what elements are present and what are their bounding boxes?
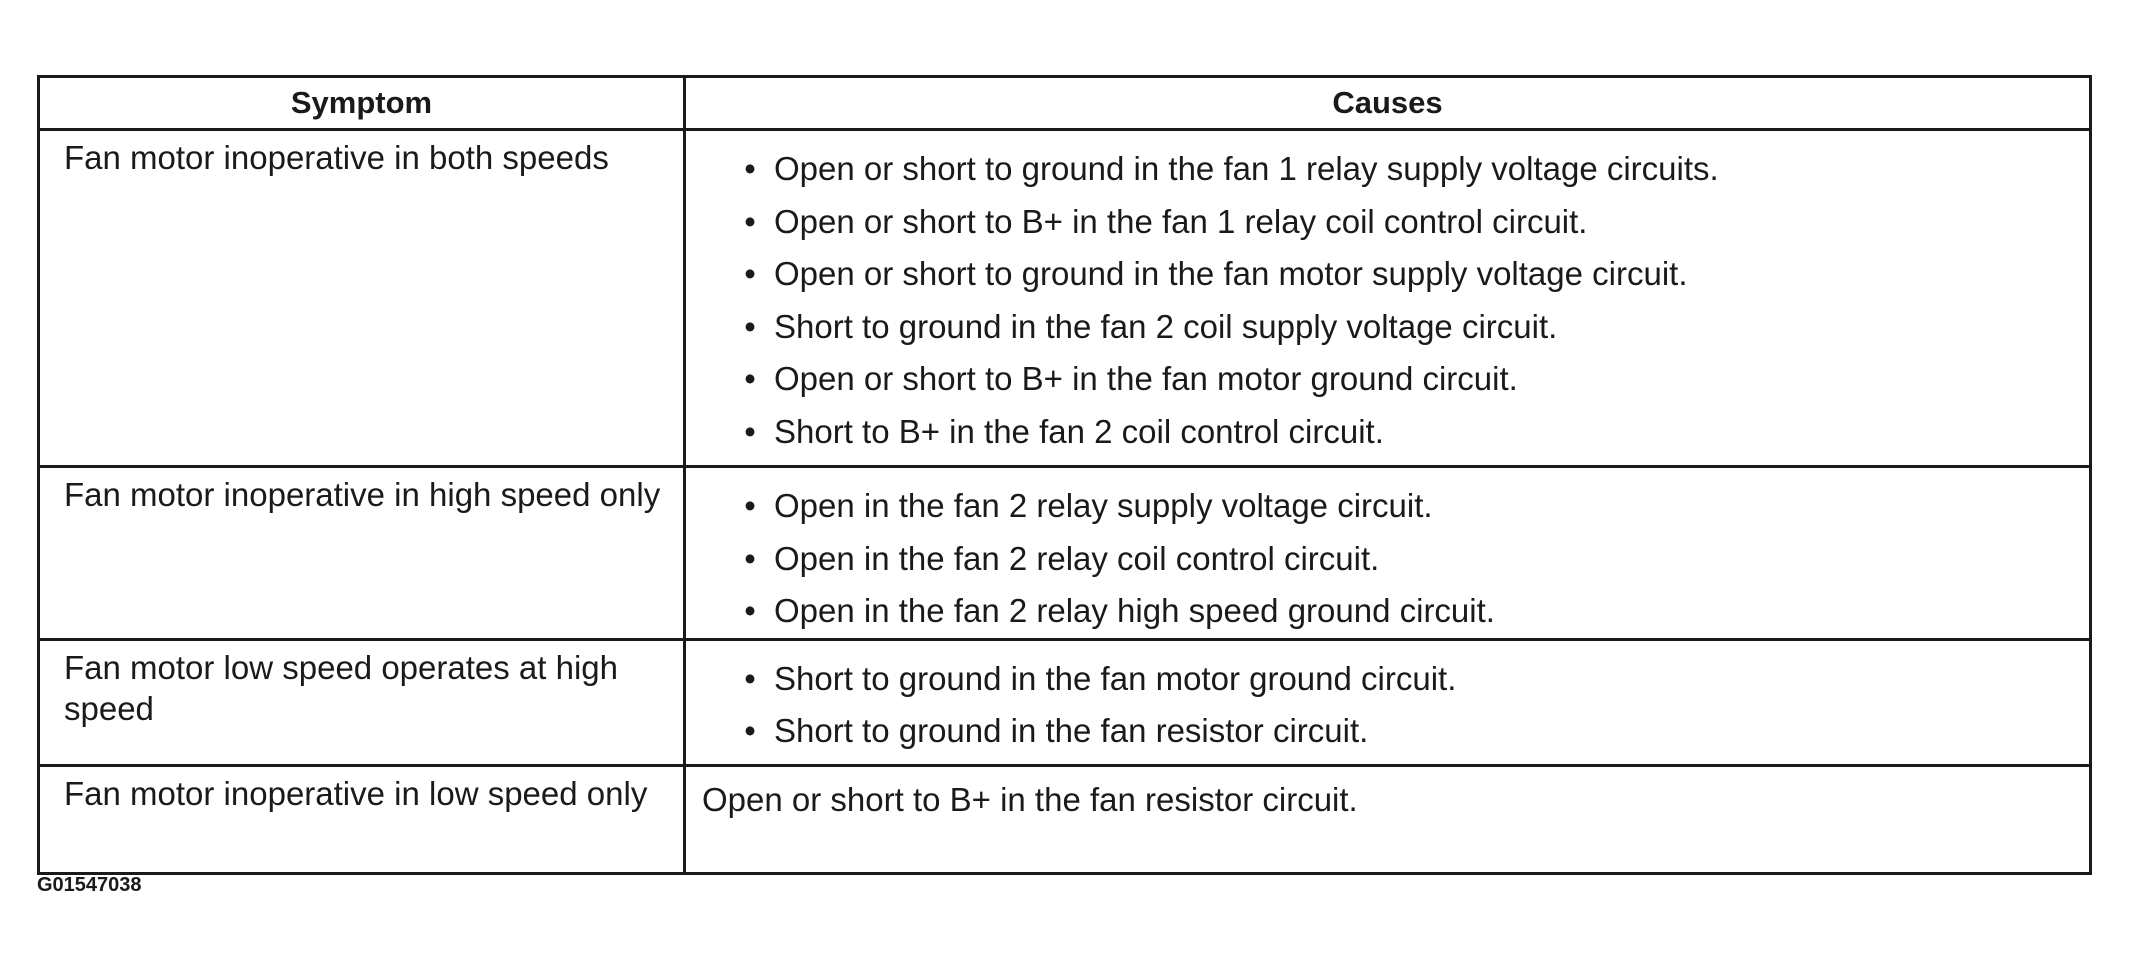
cause-text: Short to ground in the fan 2 coil supply voltage circuit.: [774, 307, 1558, 345]
cause-item: [686, 248, 2075, 301]
bullet-icon: •: [744, 307, 756, 345]
symptom-cell: Fan motor low speed operates at high speed: [39, 639, 685, 765]
cause-text-cell: Open or short to B+ in the fan resistor circuit.: [685, 765, 2091, 873]
cause-text: Short to ground in the fan resistor circuit.: [774, 712, 1369, 749]
cause-item: [686, 196, 2075, 249]
table-row: [39, 130, 2091, 467]
bullet-icon: •: [744, 539, 756, 577]
cause-item: [686, 653, 2075, 706]
table-row: [39, 639, 2091, 765]
bullet-icon: •: [744, 712, 756, 749]
cause-list: [686, 641, 2075, 758]
table-row: [39, 765, 2091, 873]
symptom-cell: Fan motor inoperative in both speeds: [39, 130, 685, 467]
bullet-icon: •: [744, 592, 756, 629]
causes-cell: [685, 639, 2091, 765]
bullet-icon: •: [744, 360, 756, 397]
header-row: [39, 77, 2091, 130]
cause-text: Short to B+ in the fan 2 coil control circuit.: [774, 412, 1384, 450]
symptom-cell: Fan motor inoperative in low speed only: [39, 765, 685, 873]
cause-text: Open or short to ground in the fan 1 relay supply voltage circuits.: [774, 150, 1719, 187]
cause-list: [686, 131, 2075, 458]
cause-list: [686, 468, 2075, 638]
cause-item: [686, 585, 2075, 638]
bullet-icon: •: [744, 659, 756, 697]
figure-id-label: G01547038: [37, 874, 142, 896]
symptom-causes-table: [37, 75, 2092, 875]
cause-item: [686, 705, 2075, 758]
symptom-column-header: Symptom: [39, 77, 685, 130]
diagnostic-sheet: [37, 75, 2092, 875]
bullet-icon: •: [744, 487, 756, 524]
cause-item: [686, 143, 2075, 196]
cause-text: Open in the fan 2 relay supply voltage circuit.: [774, 487, 1433, 524]
bullet-icon: •: [744, 202, 756, 240]
symptom-cell: Fan motor inoperative in high speed only: [39, 467, 685, 640]
bullet-icon: •: [744, 255, 756, 292]
causes-column-header: Causes: [685, 77, 2091, 130]
cause-text: Open or short to B+ in the fan motor ground circuit.: [774, 360, 1518, 397]
cause-text: Open in the fan 2 relay high speed ground circuit.: [774, 592, 1495, 629]
cause-item: [686, 480, 2075, 533]
cause-item: [686, 406, 2075, 459]
cause-item: [686, 353, 2075, 406]
cause-item: [686, 301, 2075, 354]
bullet-icon: •: [744, 412, 756, 450]
cause-item: [686, 533, 2075, 586]
cause-text: Open or short to ground in the fan motor supply voltage circuit.: [774, 255, 1688, 292]
causes-cell: [685, 467, 2091, 640]
cause-text: Short to ground in the fan motor ground circuit.: [774, 659, 1457, 697]
table-row: [39, 467, 2091, 640]
causes-cell: [685, 130, 2091, 467]
bullet-icon: •: [744, 150, 756, 187]
cause-text: Open or short to B+ in the fan 1 relay coil control circuit.: [774, 202, 1588, 240]
cause-text: Open in the fan 2 relay coil control circuit.: [774, 539, 1380, 577]
